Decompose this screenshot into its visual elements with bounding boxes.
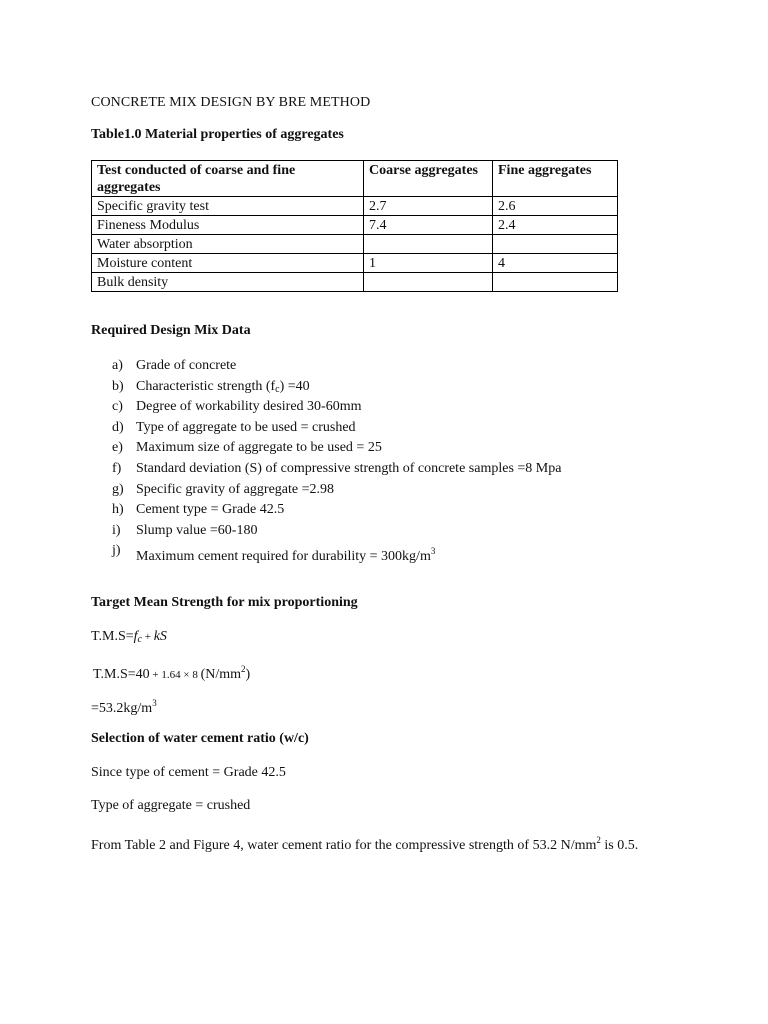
text-part: Maximum cement required for durability = 300kg/m (136, 549, 431, 565)
table-cell: 1 (364, 254, 493, 273)
text-part: ) (245, 667, 251, 682)
operator: + (142, 631, 154, 643)
table-cell: Fineness Modulus (92, 216, 364, 235)
list-item-text: Maximum size of aggregate to be used = 25 (136, 440, 382, 456)
wc-line-aggregate: Type of aggregate = crushed (91, 798, 251, 813)
list-marker: h) (112, 502, 124, 518)
list-item-text: Specific gravity of aggregate =2.98 (136, 481, 334, 497)
mix-data-heading: Required Design Mix Data (91, 323, 251, 338)
document-title: CONCRETE MIX DESIGN BY BRE METHOD (91, 95, 371, 110)
table-row (92, 235, 618, 254)
superscript: 3 (152, 698, 157, 708)
table-cell: Specific gravity test (92, 197, 364, 216)
list-marker: i) (112, 522, 121, 538)
text-part: T.M.S= (91, 629, 134, 644)
list-marker: e) (112, 440, 123, 456)
tms-heading: Target Mean Strength for mix proportioning (91, 595, 358, 610)
subscript: c (275, 383, 280, 395)
formula-variable: f (133, 629, 138, 644)
table-cell: 2.4 (493, 216, 618, 235)
table-cell: Moisture content (92, 254, 364, 273)
subscript: c (137, 634, 142, 645)
table-cell: 2.7 (364, 197, 493, 216)
superscript: 2 (241, 664, 246, 674)
superscript: 3 (430, 546, 436, 557)
table-cell: Water absorption (92, 235, 364, 254)
table-header-cell: Fine aggregates (493, 161, 618, 197)
list-marker: c) (112, 399, 123, 415)
list-marker: g) (112, 481, 124, 497)
tms-result (91, 698, 157, 718)
formula-variable: kS (153, 629, 167, 644)
list-marker: j) (112, 543, 121, 559)
table-cell (364, 273, 493, 292)
table-cell (493, 235, 618, 254)
tms-calculation (93, 664, 250, 684)
text-part: ) =40 (279, 378, 310, 394)
list-item-text: Standard deviation (S) of compressive strength of concrete samples =8 Mpa (136, 460, 562, 476)
wc-line-cement: Since type of cement = Grade 42.5 (91, 765, 286, 780)
list-item-text: Degree of workability desired 30-60mm (136, 399, 362, 415)
text-part: T.M.S=40 (93, 667, 150, 682)
table-row (92, 273, 618, 292)
table-row (92, 197, 618, 216)
table-cell: 7.4 (364, 216, 493, 235)
list-item-text: Grade of concrete (136, 358, 237, 373)
superscript: 2 (596, 835, 601, 845)
text-part: (N/mm (200, 667, 242, 682)
operator: + 1.64 × 8 (149, 669, 201, 681)
wc-heading: Selection of water cement ratio (w/c) (91, 731, 309, 746)
list-marker: d) (112, 419, 124, 435)
table-cell: Bulk density (92, 273, 364, 292)
list-marker: b) (112, 378, 124, 394)
text-part: =53.2kg/m (91, 701, 153, 716)
list-item-text (136, 541, 435, 568)
table-cell (364, 235, 493, 254)
text-part: Characteristic strength (f (136, 378, 276, 394)
list-marker: a) (112, 358, 123, 373)
list-item-text: Cement type = Grade 42.5 (136, 502, 285, 518)
material-properties-table (91, 160, 618, 292)
text-part: From Table 2 and Figure 4, water cement ratio for the compressive strength of 53.2 N/mm (91, 838, 597, 853)
tms-formula (91, 629, 167, 646)
wc-paragraph (91, 829, 681, 857)
table-header-cell: Coarse aggregates (364, 161, 493, 197)
table-header-cell: Test conducted of coarse and fine aggregates (92, 161, 364, 197)
text-part: is 0.5. (600, 838, 639, 853)
table-caption: Table1.0 Material properties of aggregates (91, 127, 344, 142)
table-cell (493, 273, 618, 292)
list-item-text: Slump value =60-180 (136, 522, 258, 538)
table-header-row (92, 161, 618, 197)
list-marker: f) (112, 460, 122, 476)
table-cell: 2.6 (493, 197, 618, 216)
table-cell: 4 (493, 254, 618, 273)
list-item-text: Type of aggregate to be used = crushed (136, 419, 356, 435)
table-row (92, 254, 618, 273)
table-row (92, 216, 618, 235)
